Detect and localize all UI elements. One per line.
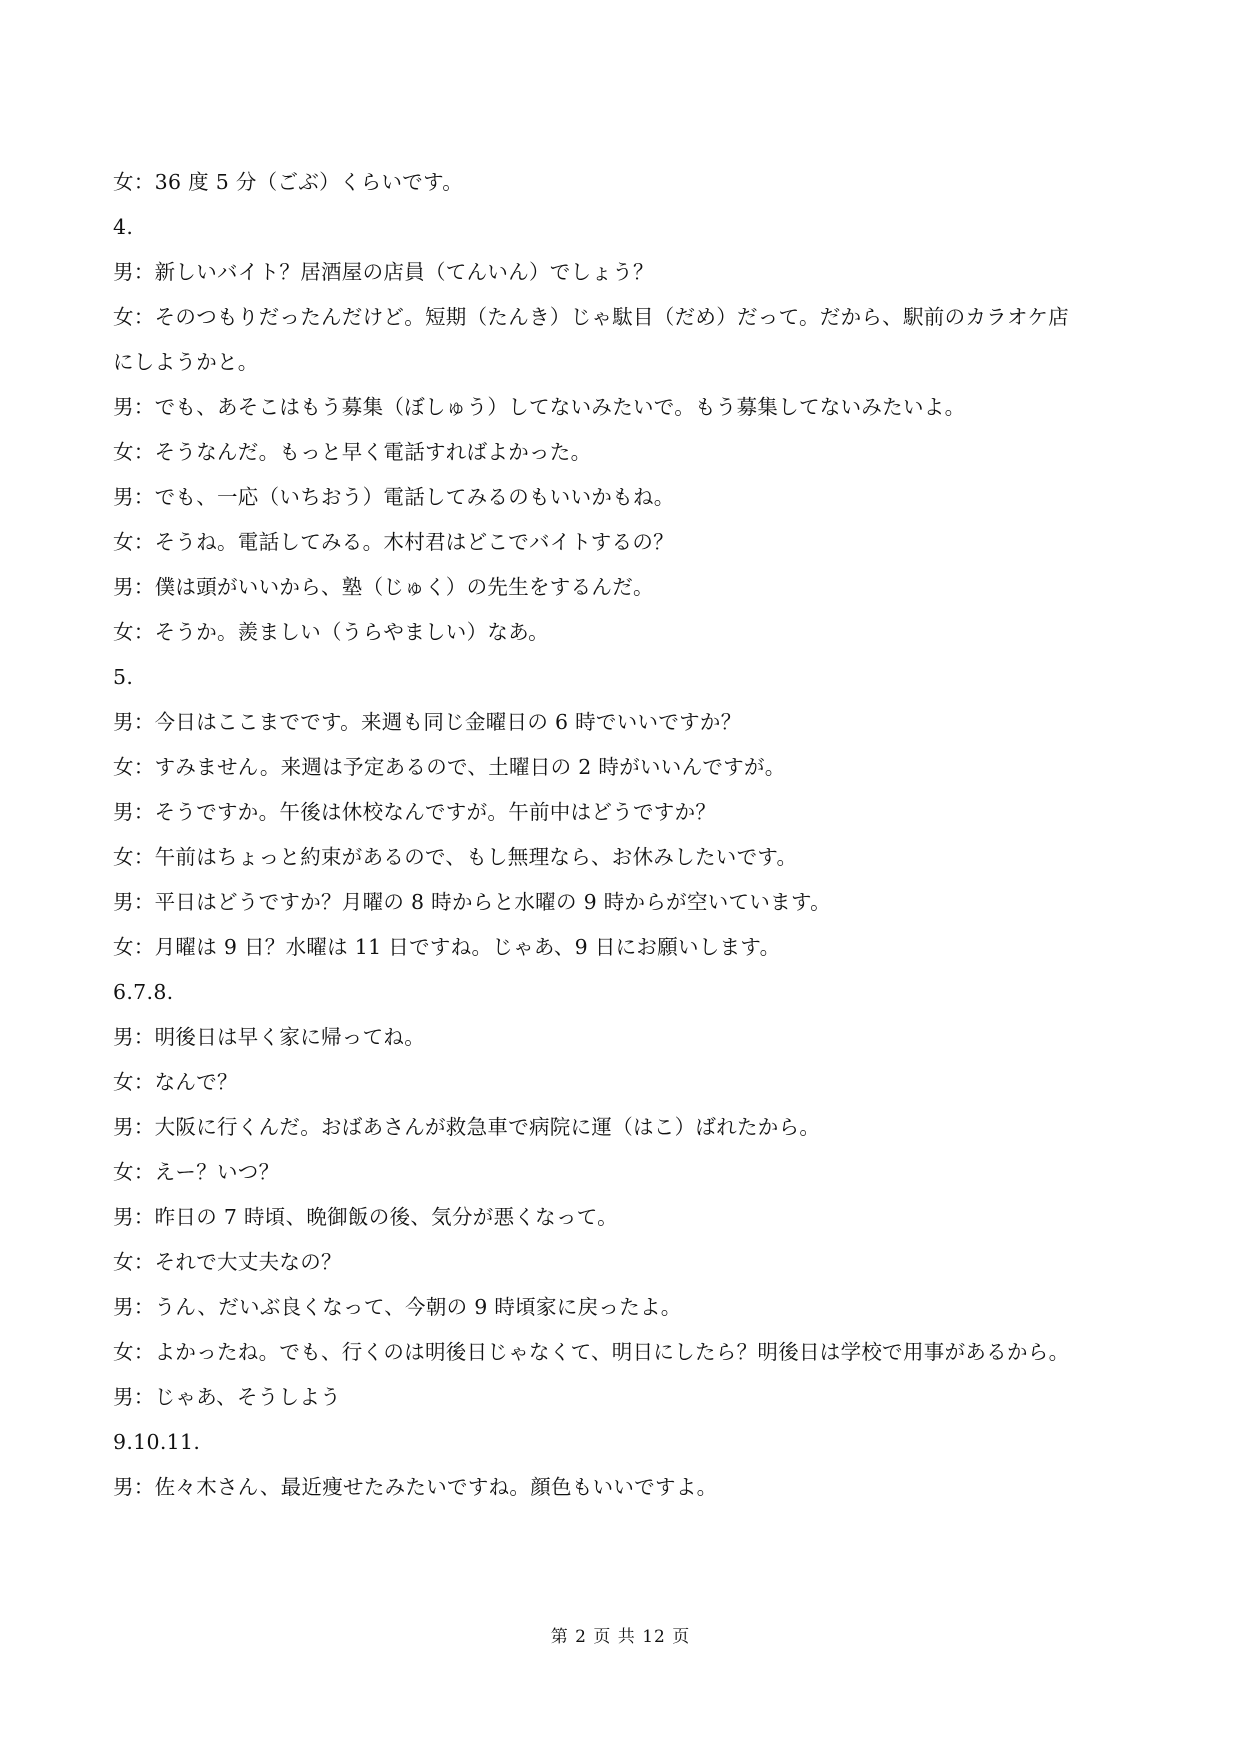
text-line: 女：そのつもりだったんだけど。短期（たんき）じゃ駄目（だめ）だって。だから、駅前のカラオケ店: [113, 305, 1069, 329]
page-footer: 第 2 页 共 12 页: [550, 1627, 691, 1647]
text-line: 男：明後日は早く家に帰ってね。: [113, 1025, 425, 1049]
text-line: 男：大阪に行くんだ。おばあさんが救急車で病院に運（はこ）ばれたから。: [113, 1115, 821, 1139]
text-line: 女：午前はちょっと約束があるので、もし無理なら、お休みしたいです。: [113, 845, 798, 869]
text-line: 女：月曜は 9 日？水曜は 11 日ですね。じゃあ、9 日にお願いします。: [113, 935, 781, 959]
section-number: 5.: [113, 665, 134, 689]
text-line: 女：36 度 5 分（ごぶ）くらいです。: [113, 170, 464, 194]
text-line: 男：昨日の 7 時頃、晩御飯の後、気分が悪くなって。: [113, 1205, 618, 1229]
text-line: 女：なんで？: [113, 1070, 238, 1094]
transcript-body: [113, 160, 1123, 1510]
section-number: 6.7.8.: [113, 980, 174, 1004]
text-line: にしようかと。: [113, 350, 259, 374]
text-line: 男：佐々木さん、最近痩せたみたいですね。顔色もいいですよ。: [113, 1475, 718, 1499]
section-number: 4.: [113, 215, 134, 239]
text-line: 男：今日はここまでです。来週も同じ金曜日の 6 時でいいですか？: [113, 710, 742, 734]
text-line: 女：それで大丈夫なの？: [113, 1250, 342, 1274]
text-line: 男：平日はどうですか？月曜の 8 時からと水曜の 9 時からが空いています。: [113, 890, 831, 914]
text-line: 女：そうなんだ。もっと早く電話すればよかった。: [113, 440, 592, 464]
text-line: 男：僕は頭がいいから、塾（じゅく）の先生をするんだ。: [113, 575, 654, 599]
text-line: 男：そうですか。午後は休校なんですが。午前中はどうですか？: [113, 800, 717, 824]
text-line: 女：そうか。羨ましい（うらやましい）なあ。: [113, 620, 549, 644]
text-line: 男：新しいバイト？居酒屋の店員（てんいん）でしょう？: [113, 260, 654, 284]
text-line: 女：そうね。電話してみる。木村君はどこでバイトするの？: [113, 530, 674, 554]
text-line: 男：でも、一応（いちおう）電話してみるのもいいかもね。: [113, 485, 675, 509]
section-number: 9.10.11.: [113, 1430, 201, 1454]
text-line: 女：よかったね。でも、行くのは明後日じゃなくて、明日にしたら？明後日は学校で用事があるから。: [113, 1340, 1070, 1364]
text-line: 男：でも、あそこはもう募集（ぼしゅう）してないみたいで。もう募集してないみたいよ。: [113, 395, 966, 419]
text-line: 女：えー？いつ？: [113, 1160, 280, 1184]
text-line: 女：すみません。来週は予定あるので、土曜日の 2 時がいいんですが。: [113, 755, 786, 779]
text-line: 男：じゃあ、そうしよう: [113, 1385, 341, 1409]
text-line: 男：うん、だいぶ良くなって、今朝の 9 時頃家に戻ったよ。: [113, 1295, 682, 1319]
